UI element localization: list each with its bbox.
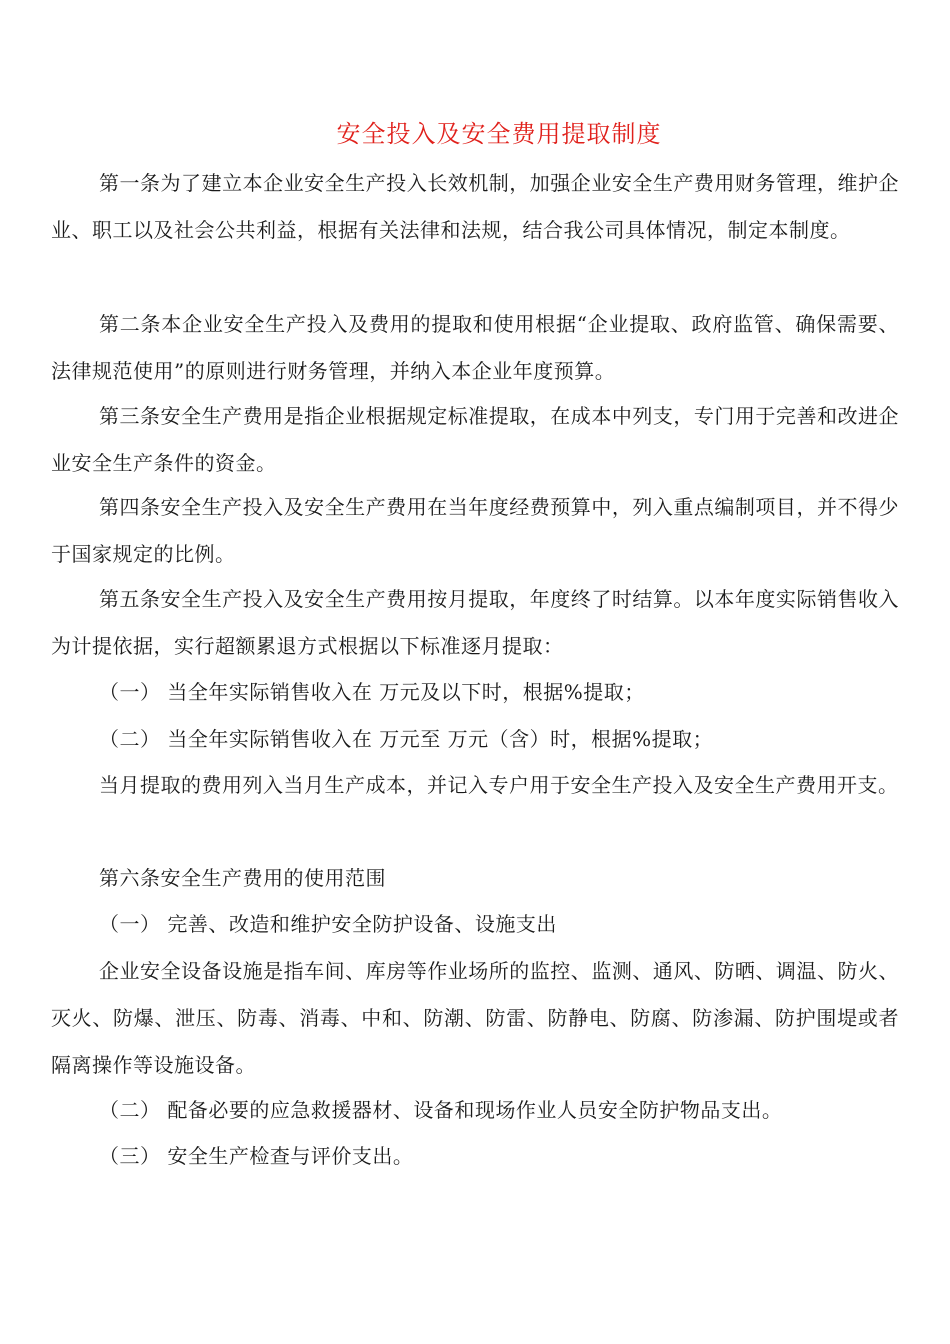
article-5-paragraph: 第五条安全生产投入及安全生产费用按月提取，年度终了时结算。以本年度实际销售收入为计提依据，实行超额累退方式根据以下标准逐月提取： <box>51 587 899 658</box>
document-title: 安全投入及安全费用提取制度 <box>336 120 662 148</box>
article-5-item-2: （二） 当全年实际销售收入在 万元至 万元（含）时，根据%提取； <box>99 727 714 751</box>
article-6-item-3: （三） 安全生产检查与评价支出。 <box>99 1144 414 1168</box>
article-4-paragraph: 第四条安全生产投入及安全生产费用在当年度经费预算中，列入重点编制项目，并不得少于国家规定的比例。 <box>51 495 899 566</box>
article-1-paragraph: 第一条为了建立本企业安全生产投入长效机制，加强企业安全生产费用财务管理，维护企业、职工以及社会公共利益，根据有关法律和法规，结合我公司具体情况，制定本制度。 <box>51 171 899 242</box>
article-6-item-2: （二） 配备必要的应急救援器材、设备和现场作业人员安全防护物品支出。 <box>99 1098 783 1122</box>
article-3-paragraph: 第三条安全生产费用是指企业根据规定标准提取，在成本中列支，专门用于完善和改进企业安全生产条件的资金。 <box>51 404 899 475</box>
article-6-item-1: （一） 完善、改造和维护安全防护设备、设施支出 <box>99 912 557 936</box>
article-5-item-1: （一） 当全年实际销售收入在 万元及以下时，根据%提取； <box>99 680 645 704</box>
facilities-definition-paragraph: 企业安全设备设施是指车间、库房等作业场所的监控、监测、通风、防晒、调温、防火、灭火、防爆、泄压、防毒、消毒、中和、防潮、防雷、防静电、防腐、防渗漏、防护围堤或者隔离操作等设施设备。 <box>51 959 899 1077</box>
monthly-extraction-paragraph: 当月提取的费用列入当月生产成本，并记入专户用于安全生产投入及安全生产费用开支。 <box>99 773 899 797</box>
article-2-paragraph: 第二条本企业安全生产投入及费用的提取和使用根据“企业提取、政府监管、确保需要、法律规范使用”的原则进行财务管理，并纳入本企业年度预算。 <box>51 312 899 383</box>
article-6-heading: 第六条安全生产费用的使用范围 <box>99 866 386 890</box>
